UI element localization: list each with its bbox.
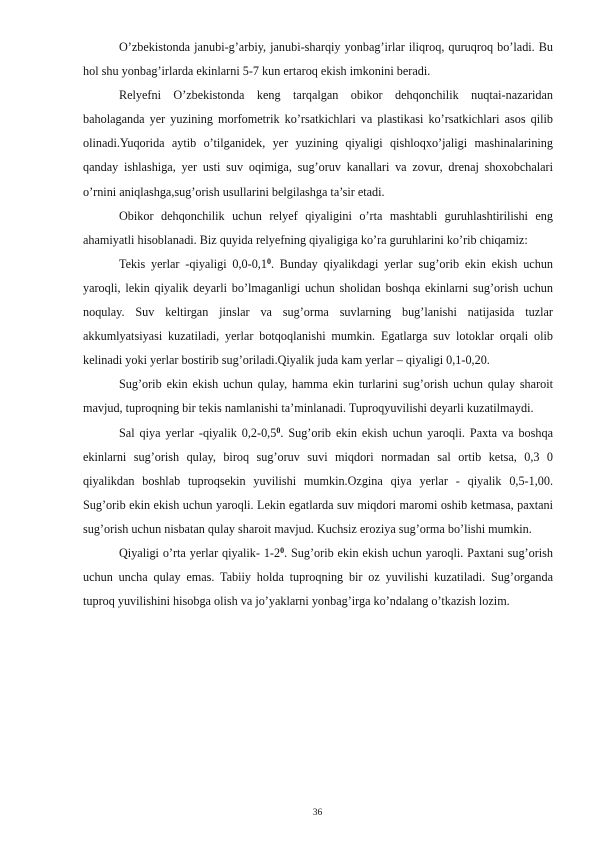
paragraph-6-start: Sal qiya yerlar -qiyalik 0,2-0,5 (119, 425, 277, 440)
degree-superscript: 0 (280, 545, 285, 555)
paragraph-6-rest: . Sug’orib ekin ekish uchun yaroqli. Paxta va boshqa ekinlarni sug’orish qulay, biroq sug’oruv suvi miqdori normadan sal ortib ketsa, 0,3 0 qiyalikdan boshlab tuproqsekin yuvilishi mumkin.Ozgina qiya yerlar - qiyalik 0,5-1,00. Sug’orib ekin ekish uchun yaroqli. Lekin egatlarda suv miqdori maromi oshib ketmasa, paxtani sug’orish uchun nisbatan qulay sharoit mavjud. Kuchsiz eroziya sug’orma bo’lishi mumkin. (83, 425, 553, 536)
paragraph-5: Sug’orib ekin ekish uchun qulay, hamma ekin turlarini sug’orish uchun qulay sharoit mavjud, tuproqning bir tekis namlanishi ta’minlanadi. Tuproqyuvilishi deyarli kuzatilmaydi. (83, 377, 553, 416)
paragraph-4 (83, 252, 553, 372)
paragraph-2: Relyefni O’zbekistonda keng tarqalgan obikor dehqonchilik nuqtai-nazaridan baholaganda yer yuzining morfometrik ko’rsatkichlari va plastikasi ko’rsatkichlari asos qilib olinadi.Yuqorida aytib o’tilganidek, yer yuzining qiyaligi qishloqxo’jaligi mashinalarining qanday ishlashiga, yer usti suv oqimiga, sug’oruv kanallari va zovur, drenaj shoxobchalari o’rnini aniqlashga,sug’orish usullarini belgilashga ta’sir etadi. (83, 88, 553, 199)
degree-superscript: 0 (276, 425, 281, 435)
paragraph-7-rest: . Sug’orib ekin ekish uchun yaroqli. Paxtani sug’orish uchun uncha qulay emas. Tabiiy holda tuproqning bir oz yuvilishi kuzatiladi. Sug’organda tuproq yuvilishini hisobga olish va jo’yaklarni yonbag’irga ko’ndalang o’tkazish lozim. (83, 545, 553, 609)
paragraph-1: O’zbekistonda janubi-g’arbiy, janubi-sharqiy yonbag’irlar iliqroq, quruqroq bo’ladi. Bu hol shu yonbag’irlarda ekinlarni 5-7 kun ertaroq ekish imkonini beradi. (83, 40, 553, 79)
page-number: 36 (312, 808, 323, 818)
degree-superscript: 0 (266, 256, 271, 266)
paragraph-7-start: Qiyaligi o’rta yerlar qiyalik- 1-2 (119, 545, 281, 560)
paragraph-4-rest: . Bunday qiyalikdagi yerlar sug’orib ekin ekish uchun yaroqli, lekin qiyalik deyarli bo’lmaganligi uchun sholidan boshqa ekinlarni sug’orish uchun noqulay. Suv keltirgan jinslar va sug’orma suvlarning bug’lanishi natijasida tuzlar akkumlyatsiyasi kuzatiladi, yerlar botqoqlanishi mumkin. Egatlarga suv lotoklar orqali olib kelinadi yoki yerlar bostirib sug’oriladi.Qiyalik juda kam yerlar – qiyaligi 0,1-0,20. (83, 256, 554, 368)
body-text (83, 35, 553, 613)
paragraph-4-start: Tekis yerlar -qiyaligi 0,0-0,1 (119, 256, 267, 271)
paragraph-7 (83, 541, 553, 613)
paragraph-3: Obikor dehqonchilik uchun relyef qiyaligini o’rta mashtabli guruhlashtirilishi eng ahamiyatli hisoblanadi. Biz quyida relyefning qiyaligiga ko’ra guruhlarini ko’rib chiqamiz: (83, 208, 553, 247)
paragraph-6 (83, 421, 553, 541)
